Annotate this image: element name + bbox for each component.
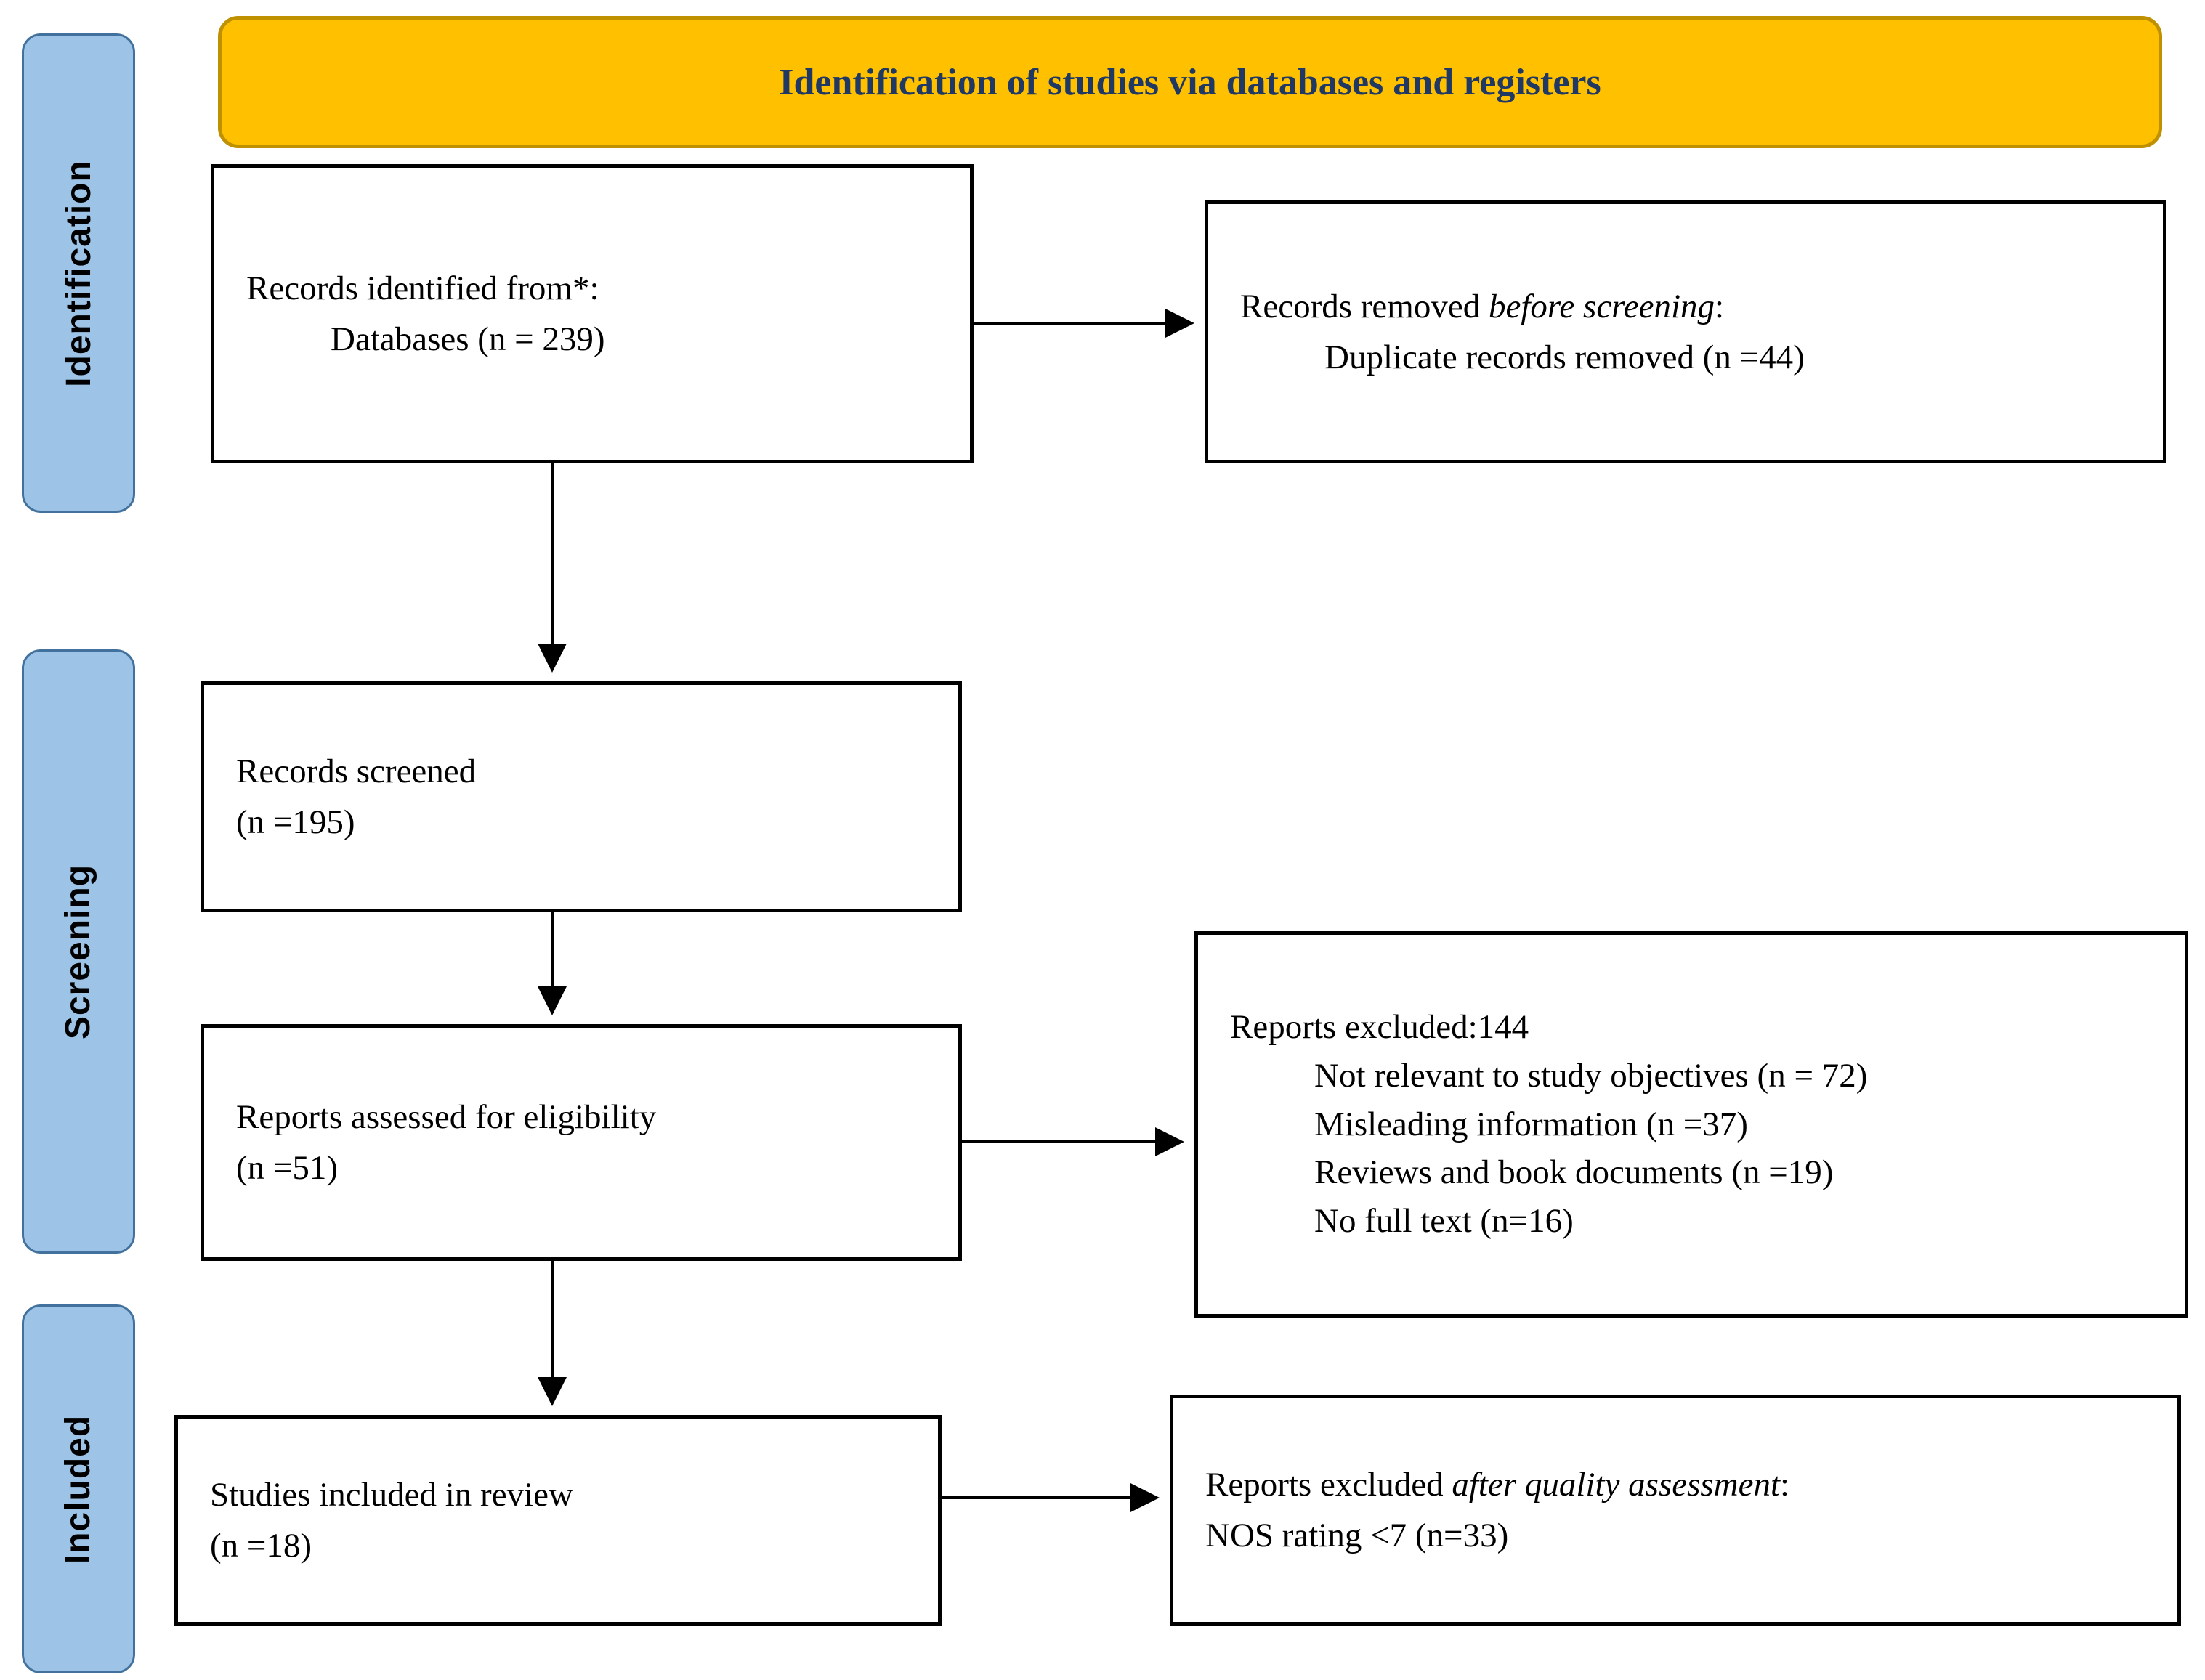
box-records-removed [1205, 200, 2166, 463]
reports-excluded-item: Reviews and book documents (n =19) [1314, 1153, 1834, 1192]
reports-excluded-item: Misleading information (n =37) [1314, 1105, 1748, 1143]
studies-included-line2: (n =18) [210, 1527, 312, 1565]
reports-assessed-line2: (n =51) [236, 1149, 339, 1187]
reports-excluded-item: Not relevant to study objectives (n = 72) [1314, 1056, 1868, 1095]
records-removed-line1 [1240, 281, 2131, 333]
box-reports-excluded [1194, 931, 2188, 1318]
reports-excluded-quality-line1 [1205, 1459, 2145, 1511]
records-identified-line2: Databases (n = 239) [331, 320, 605, 358]
records-screened-line1: Records screened [236, 752, 477, 790]
records-removed-italic: before screening [1488, 287, 1715, 325]
reports-excluded-quality-suffix: : [1780, 1465, 1790, 1504]
studies-included-line1: Studies included in review [210, 1475, 573, 1514]
reports-assessed-line1: Reports assessed for eligibility [236, 1097, 657, 1136]
stage-tab-screening [22, 649, 135, 1254]
reports-excluded-item: No full text (n=16) [1314, 1202, 1574, 1241]
records-removed-line2: Duplicate records removed (n =44) [1324, 338, 1805, 376]
reports-excluded-quality-line2: NOS rating <7 (n=33) [1205, 1517, 1509, 1554]
box-reports-excluded-quality [1170, 1395, 2181, 1626]
stage-tab-identification [22, 33, 135, 513]
stage-label-screening: Screening [59, 864, 98, 1039]
box-studies-included [174, 1415, 942, 1626]
records-removed-suffix: : [1715, 287, 1725, 325]
stage-tab-included [22, 1304, 135, 1673]
reports-excluded-quality-italic: after quality assessment [1452, 1465, 1781, 1504]
box-records-identified [211, 164, 974, 463]
stage-label-included: Included [59, 1414, 98, 1564]
records-screened-line2: (n =195) [236, 803, 355, 841]
box-records-screened [201, 681, 962, 912]
header-banner [218, 16, 2162, 148]
records-removed-prefix: Records removed [1240, 287, 1489, 325]
reports-excluded-quality-prefix: Reports excluded [1205, 1465, 1452, 1504]
reports-excluded-title: Reports excluded:144 [1230, 1008, 1529, 1047]
header-title: Identification of studies via databases and registers [779, 61, 1601, 103]
box-reports-assessed [201, 1024, 962, 1261]
stage-label-identification: Identification [59, 159, 98, 387]
records-identified-line1: Records identified from*: [246, 269, 599, 307]
